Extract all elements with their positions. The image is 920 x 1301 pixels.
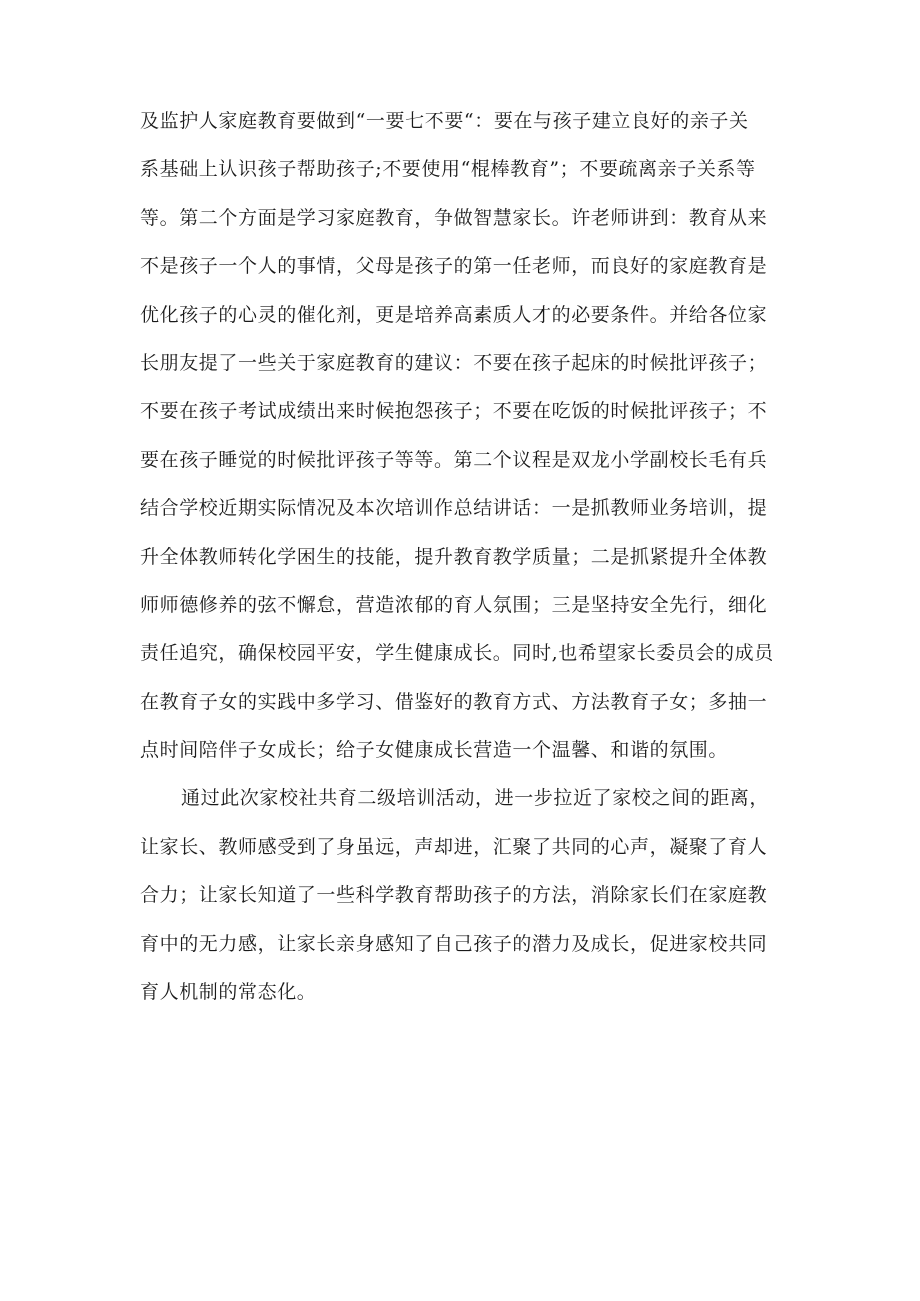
text-line: 优化孩子的心灵的催化剂，更是培养高素质人才的必要条件。并给各位家 [140, 303, 768, 326]
text-line: 师师德修养的弦不懈怠，营造浓郁的育人氛围；三是坚持安全先行，细化 [140, 593, 768, 616]
text-line: 让家长、教师感受到了身虽远，声却进，汇聚了共同的心声，凝聚了育人 [140, 835, 768, 858]
text-line: 不要在孩子考试成绩出来时候抱怨孩子；不要在吃饭的时候批评孩子；不 [140, 400, 768, 423]
text-line: 不是孩子一个人的事情，父母是孩子的第一任老师，而良好的家庭教育是 [140, 255, 768, 278]
text-line: 等。第二个方面是学习家庭教育，争做智慧家长。许老师讲到：教育从来 [140, 206, 768, 229]
text-line: 责任追究，确保校园平安，学生健康成长。同时,也希望家长委员会的成员 [140, 642, 774, 665]
text-line: 系基础上认识孩子帮助孩子;不要使用“棍棒教育”；不要疏离亲子关系等 [140, 158, 756, 181]
text-line: 要在孩子睡觉的时候批评孩子等等。第二个议程是双龙小学副校长毛有兵 [140, 448, 768, 471]
text-line: 升全体教师转化学困生的技能，提升教育教学质量；二是抓紧提升全体教 [140, 545, 768, 568]
text-line: 通过此次家校社共育二级培训活动，进一步拉近了家校之间的距离， [181, 787, 770, 810]
text-line: 在教育子女的实践中多学习、借鉴好的教育方式、方法教育子女；多抽一 [140, 690, 768, 713]
text-line: 合力；让家长知道了一些科学教育帮助孩子的方法，消除家长们在家庭教 [140, 884, 768, 907]
text-line: 点时间陪伴子女成长；给子女健康成长营造一个温馨、和谐的氛围。 [140, 739, 729, 762]
text-line: 长朋友提了一些关于家庭教育的建议：不要在孩子起床的时候批评孩子； [140, 351, 768, 374]
text-line: 结合学校近期实际情况及本次培训作总结讲话：一是抓教师业务培训，提 [140, 497, 768, 520]
text-line: 及监护人家庭教育要做到“一要七不要“：要在与孩子建立良好的亲子关 [140, 110, 749, 132]
document-body [140, 97, 785, 1016]
paragraph-2 [140, 774, 785, 1016]
text-line: 育中的无力感，让家长亲身感知了自己孩子的潜力及成长，促进家校共同 [140, 932, 768, 955]
paragraph-1 [140, 97, 785, 774]
text-line: 育人机制的常态化。 [140, 981, 317, 1004]
